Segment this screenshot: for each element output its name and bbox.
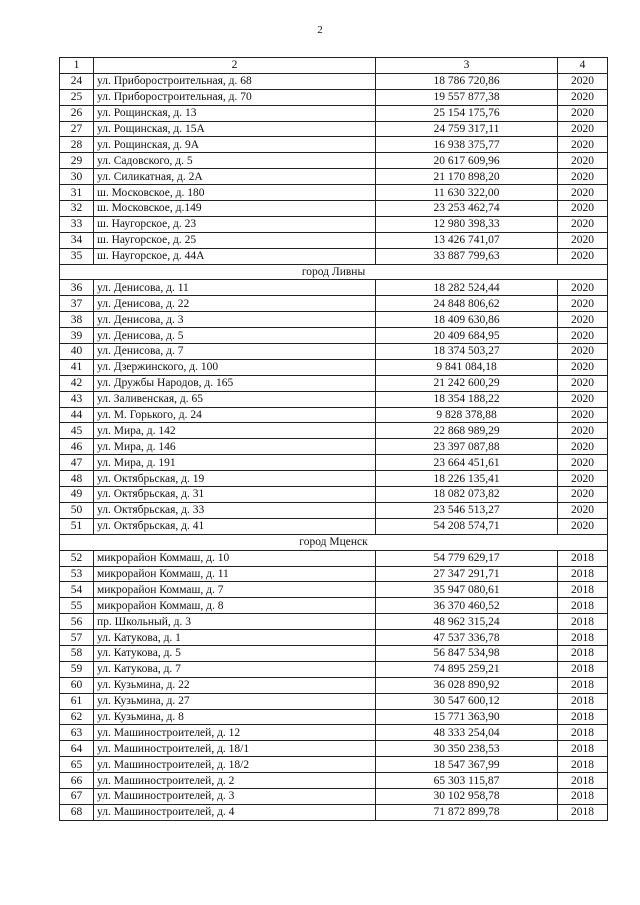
amount-cell: 18 082 073,82 — [376, 487, 558, 503]
address-cell: ул. Денисова, д. 11 — [94, 280, 376, 296]
amount-cell: 18 409 630,86 — [376, 312, 558, 328]
table-row — [60, 153, 608, 169]
year-cell: 2020 — [558, 153, 608, 169]
amount-cell: 18 354 188,22 — [376, 391, 558, 407]
table-body — [60, 73, 608, 820]
year-cell: 2020 — [558, 169, 608, 185]
year-cell: 2020 — [558, 455, 608, 471]
year-cell: 2018 — [558, 630, 608, 646]
city-section-title: город Ливны — [60, 264, 608, 280]
amount-cell: 16 938 375,77 — [376, 137, 558, 153]
address-cell: ул. Машиностроителей, д. 3 — [94, 788, 376, 804]
row-number-cell: 44 — [60, 407, 94, 423]
address-cell: ш. Наугорское, д. 25 — [94, 232, 376, 248]
row-number-cell: 48 — [60, 471, 94, 487]
address-cell: ш. Московское, д. 180 — [94, 185, 376, 201]
amount-cell: 65 303 115,87 — [376, 773, 558, 789]
address-cell: ул. Рощинская, д. 9А — [94, 137, 376, 153]
address-cell: микрорайон Коммаш, д. 10 — [94, 550, 376, 566]
year-cell: 2020 — [558, 344, 608, 360]
address-cell: пр. Школьный, д. 3 — [94, 614, 376, 630]
amount-cell: 48 962 315,24 — [376, 614, 558, 630]
amount-cell: 54 779 629,17 — [376, 550, 558, 566]
amount-cell: 30 547 600,12 — [376, 693, 558, 709]
amount-cell: 48 333 254,04 — [376, 725, 558, 741]
amount-cell: 23 253 462,74 — [376, 201, 558, 217]
amount-cell: 25 154 175,76 — [376, 105, 558, 121]
row-number-cell: 66 — [60, 773, 94, 789]
year-cell: 2020 — [558, 216, 608, 232]
address-cell: ул. Мира, д. 146 — [94, 439, 376, 455]
address-cell: ул. Заливенская, д. 65 — [94, 391, 376, 407]
row-number-cell: 33 — [60, 216, 94, 232]
row-number-cell: 64 — [60, 741, 94, 757]
year-cell: 2020 — [558, 232, 608, 248]
table-row — [60, 487, 608, 503]
column-header-2: 2 — [94, 58, 376, 74]
address-registry-table — [59, 57, 608, 821]
table-row — [60, 693, 608, 709]
year-cell: 2020 — [558, 359, 608, 375]
address-cell: ш. Наугорское, д. 23 — [94, 216, 376, 232]
amount-cell: 19 557 877,38 — [376, 89, 558, 105]
amount-cell: 21 170 898,20 — [376, 169, 558, 185]
table-row — [60, 661, 608, 677]
address-cell: ул. Кузьмина, д. 22 — [94, 677, 376, 693]
year-cell: 2018 — [558, 661, 608, 677]
year-cell: 2018 — [558, 598, 608, 614]
row-number-cell: 31 — [60, 185, 94, 201]
address-cell: ул. Приборостроительная, д. 68 — [94, 73, 376, 89]
table-row — [60, 566, 608, 582]
year-cell: 2018 — [558, 725, 608, 741]
address-cell: ул. Денисова, д. 5 — [94, 328, 376, 344]
row-number-cell: 60 — [60, 677, 94, 693]
table-row — [60, 804, 608, 820]
table-row — [60, 121, 608, 137]
address-cell: ул. Октябрьская, д. 33 — [94, 502, 376, 518]
address-cell: ул. Силикатная, д. 2А — [94, 169, 376, 185]
year-cell: 2020 — [558, 280, 608, 296]
address-cell: ул. Мира, д. 142 — [94, 423, 376, 439]
table-row — [60, 216, 608, 232]
address-cell: ул. Октябрьская, д. 41 — [94, 518, 376, 534]
amount-cell: 54 208 574,71 — [376, 518, 558, 534]
table-row — [60, 423, 608, 439]
table-row — [60, 773, 608, 789]
table-row — [60, 550, 608, 566]
year-cell: 2020 — [558, 407, 608, 423]
row-number-cell: 28 — [60, 137, 94, 153]
table-row — [60, 391, 608, 407]
amount-cell: 23 664 451,61 — [376, 455, 558, 471]
table-row — [60, 518, 608, 534]
amount-cell: 18 786 720,86 — [376, 73, 558, 89]
row-number-cell: 68 — [60, 804, 94, 820]
address-cell: ул. Рощинская, д. 13 — [94, 105, 376, 121]
row-number-cell: 53 — [60, 566, 94, 582]
address-cell: ул. Октябрьская, д. 31 — [94, 487, 376, 503]
address-cell: ул. Денисова, д. 3 — [94, 312, 376, 328]
row-number-cell: 62 — [60, 709, 94, 725]
table-row — [60, 455, 608, 471]
row-number-cell: 41 — [60, 359, 94, 375]
address-cell: ул. Мира, д. 191 — [94, 455, 376, 471]
amount-cell: 24 848 806,62 — [376, 296, 558, 312]
year-cell: 2020 — [558, 375, 608, 391]
row-number-cell: 54 — [60, 582, 94, 598]
address-cell: ш. Наугорское, д. 44А — [94, 248, 376, 264]
address-cell: ул. Машиностроителей, д. 4 — [94, 804, 376, 820]
address-cell: ул. Денисова, д. 7 — [94, 344, 376, 360]
amount-cell: 13 426 741,07 — [376, 232, 558, 248]
year-cell: 2018 — [558, 757, 608, 773]
row-number-cell: 61 — [60, 693, 94, 709]
table-row — [60, 407, 608, 423]
amount-cell: 22 868 989,29 — [376, 423, 558, 439]
row-number-cell: 29 — [60, 153, 94, 169]
row-number-cell: 40 — [60, 344, 94, 360]
address-cell: ул. Машиностроителей, д. 12 — [94, 725, 376, 741]
amount-cell: 23 397 087,88 — [376, 439, 558, 455]
year-cell: 2020 — [558, 471, 608, 487]
table-row — [60, 137, 608, 153]
amount-cell: 33 887 799,63 — [376, 248, 558, 264]
year-cell: 2018 — [558, 645, 608, 661]
amount-cell: 71 872 899,78 — [376, 804, 558, 820]
table-row — [60, 359, 608, 375]
row-number-cell: 46 — [60, 439, 94, 455]
amount-cell: 15 771 363,90 — [376, 709, 558, 725]
amount-cell: 35 947 080,61 — [376, 582, 558, 598]
row-number-cell: 38 — [60, 312, 94, 328]
table-row — [60, 232, 608, 248]
year-cell: 2020 — [558, 296, 608, 312]
table-row — [60, 89, 608, 105]
table-row — [60, 630, 608, 646]
year-cell: 2018 — [558, 709, 608, 725]
amount-cell: 18 547 367,99 — [376, 757, 558, 773]
year-cell: 2020 — [558, 328, 608, 344]
year-cell: 2020 — [558, 248, 608, 264]
row-number-cell: 45 — [60, 423, 94, 439]
address-cell: ул. Машиностроителей, д. 2 — [94, 773, 376, 789]
address-cell: ул. Катукова, д. 5 — [94, 645, 376, 661]
table-row — [60, 582, 608, 598]
address-cell: ул. Кузьмина, д. 27 — [94, 693, 376, 709]
row-number-cell: 26 — [60, 105, 94, 121]
amount-cell: 56 847 534,98 — [376, 645, 558, 661]
amount-cell: 9 828 378,88 — [376, 407, 558, 423]
table-row — [60, 73, 608, 89]
row-number-cell: 42 — [60, 375, 94, 391]
row-number-cell: 65 — [60, 757, 94, 773]
column-header-4: 4 — [558, 58, 608, 74]
address-cell: ул. Приборостроительная, д. 70 — [94, 89, 376, 105]
year-cell: 2018 — [558, 614, 608, 630]
row-number-cell: 47 — [60, 455, 94, 471]
year-cell: 2020 — [558, 423, 608, 439]
amount-cell: 18 226 135,41 — [376, 471, 558, 487]
table-row — [60, 598, 608, 614]
address-cell: ш. Московское, д.149 — [94, 201, 376, 217]
table-row — [60, 169, 608, 185]
table-row — [60, 280, 608, 296]
row-number-cell: 37 — [60, 296, 94, 312]
year-cell: 2020 — [558, 502, 608, 518]
table-row — [60, 328, 608, 344]
address-cell: ул. Октябрьская, д. 19 — [94, 471, 376, 487]
table-row — [60, 185, 608, 201]
amount-cell: 30 350 238,53 — [376, 741, 558, 757]
year-cell: 2020 — [558, 105, 608, 121]
amount-cell: 11 630 322,00 — [376, 185, 558, 201]
row-number-cell: 55 — [60, 598, 94, 614]
year-cell: 2018 — [558, 788, 608, 804]
table-row — [60, 248, 608, 264]
table-row — [60, 677, 608, 693]
address-cell: микрорайон Коммаш, д. 7 — [94, 582, 376, 598]
row-number-cell: 51 — [60, 518, 94, 534]
address-cell: ул. Машиностроителей, д. 18/1 — [94, 741, 376, 757]
address-cell: ул. Денисова, д. 22 — [94, 296, 376, 312]
amount-cell: 18 374 503,27 — [376, 344, 558, 360]
year-cell: 2020 — [558, 518, 608, 534]
address-cell: ул. Рощинская, д. 15А — [94, 121, 376, 137]
table-row — [60, 471, 608, 487]
year-cell: 2020 — [558, 89, 608, 105]
row-number-cell: 43 — [60, 391, 94, 407]
year-cell: 2018 — [558, 804, 608, 820]
amount-cell: 21 242 600,29 — [376, 375, 558, 391]
year-cell: 2018 — [558, 773, 608, 789]
table-row — [60, 725, 608, 741]
address-cell: ул. М. Горького, д. 24 — [94, 407, 376, 423]
city-section-row — [60, 534, 608, 550]
amount-cell: 47 537 336,78 — [376, 630, 558, 646]
amount-cell: 9 841 084,18 — [376, 359, 558, 375]
city-section-title: город Мценск — [60, 534, 608, 550]
amount-cell: 20 409 684,95 — [376, 328, 558, 344]
page-number: 2 — [317, 24, 323, 36]
year-cell: 2020 — [558, 121, 608, 137]
table-row — [60, 296, 608, 312]
row-number-cell: 49 — [60, 487, 94, 503]
address-cell: ул. Машиностроителей, д. 18/2 — [94, 757, 376, 773]
row-number-cell: 63 — [60, 725, 94, 741]
column-header-3: 3 — [376, 58, 558, 74]
table-row — [60, 201, 608, 217]
year-cell: 2018 — [558, 677, 608, 693]
table-row — [60, 502, 608, 518]
row-number-cell: 67 — [60, 788, 94, 804]
address-cell: ул. Дзержинского, д. 100 — [94, 359, 376, 375]
amount-cell: 36 028 890,92 — [376, 677, 558, 693]
amount-cell: 20 617 609,96 — [376, 153, 558, 169]
row-number-cell: 57 — [60, 630, 94, 646]
year-cell: 2020 — [558, 201, 608, 217]
amount-cell: 30 102 958,78 — [376, 788, 558, 804]
table-row — [60, 439, 608, 455]
table-row — [60, 645, 608, 661]
table-row — [60, 709, 608, 725]
address-cell: ул. Садовского, д. 5 — [94, 153, 376, 169]
row-number-cell: 30 — [60, 169, 94, 185]
address-cell: ул. Дружбы Народов, д. 165 — [94, 375, 376, 391]
year-cell: 2018 — [558, 550, 608, 566]
row-number-cell: 50 — [60, 502, 94, 518]
amount-cell: 23 546 513,27 — [376, 502, 558, 518]
address-cell: ул. Катукова, д. 1 — [94, 630, 376, 646]
year-cell: 2020 — [558, 439, 608, 455]
row-number-cell: 27 — [60, 121, 94, 137]
year-cell: 2020 — [558, 137, 608, 153]
amount-cell: 18 282 524,44 — [376, 280, 558, 296]
row-number-cell: 58 — [60, 645, 94, 661]
column-header-1: 1 — [60, 58, 94, 74]
address-cell: ул. Катукова, д. 7 — [94, 661, 376, 677]
year-cell: 2018 — [558, 741, 608, 757]
table-row — [60, 741, 608, 757]
amount-cell: 36 370 460,52 — [376, 598, 558, 614]
table-row — [60, 105, 608, 121]
year-cell: 2018 — [558, 693, 608, 709]
row-number-cell: 34 — [60, 232, 94, 248]
year-cell: 2020 — [558, 312, 608, 328]
table-row — [60, 788, 608, 804]
city-section-row — [60, 264, 608, 280]
table-row — [60, 757, 608, 773]
year-cell: 2018 — [558, 582, 608, 598]
address-cell: ул. Кузьмина, д. 8 — [94, 709, 376, 725]
row-number-cell: 36 — [60, 280, 94, 296]
table-row — [60, 375, 608, 391]
row-number-cell: 24 — [60, 73, 94, 89]
row-number-cell: 52 — [60, 550, 94, 566]
row-number-cell: 35 — [60, 248, 94, 264]
table-row — [60, 312, 608, 328]
row-number-cell: 25 — [60, 89, 94, 105]
year-cell: 2020 — [558, 487, 608, 503]
row-number-cell: 32 — [60, 201, 94, 217]
amount-cell: 12 980 398,33 — [376, 216, 558, 232]
amount-cell: 74 895 259,21 — [376, 661, 558, 677]
address-cell: микрорайон Коммаш, д. 8 — [94, 598, 376, 614]
year-cell: 2018 — [558, 566, 608, 582]
column-number-row — [60, 58, 608, 74]
year-cell: 2020 — [558, 391, 608, 407]
table-row — [60, 614, 608, 630]
table-row — [60, 344, 608, 360]
year-cell: 2020 — [558, 185, 608, 201]
row-number-cell: 59 — [60, 661, 94, 677]
row-number-cell: 39 — [60, 328, 94, 344]
amount-cell: 24 759 317,11 — [376, 121, 558, 137]
address-cell: микрорайон Коммаш, д. 11 — [94, 566, 376, 582]
amount-cell: 27 347 291,71 — [376, 566, 558, 582]
year-cell: 2020 — [558, 73, 608, 89]
row-number-cell: 56 — [60, 614, 94, 630]
